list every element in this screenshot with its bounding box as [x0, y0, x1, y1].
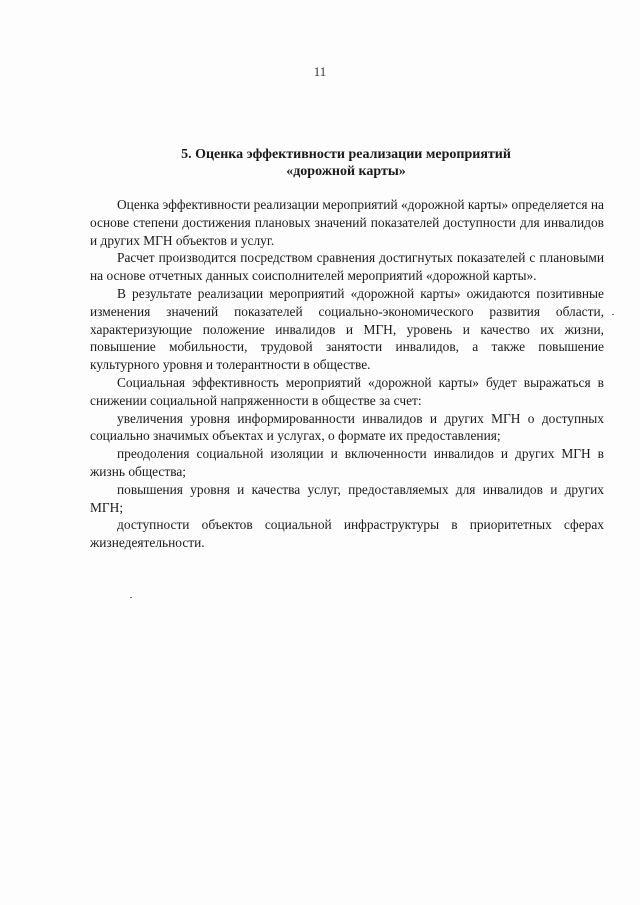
section-title-line-1: 5. Оценка эффективности реализации мероприятий — [181, 147, 511, 162]
paragraph-expected-results: В результате реализации мероприятий «дорожной карты» ожидаются позитивные изменения значений показателей социально-экономического развития области, характеризующие положение инвалидов и МГН, уровень и качество их жизни, повышение мобильности, трудовой занятости инвалидов, а также повышение культурного уровня и толерантности в обществе. — [90, 285, 604, 373]
section-title — [90, 146, 602, 180]
paragraph-social-efficiency: Социальная эффективность мероприятий «дорожной карты» будет выражаться в снижении социальной напряженности в обществе за счет: — [90, 374, 604, 408]
list-item-awareness: увеличения уровня информированности инвалидов и других МГН о доступных социально значимых объектах и услугах, о формате их предоставления; — [90, 410, 604, 444]
list-item-service-quality: повышения уровня и качества услуг, предоставляемых для инвалидов и других МГН; — [90, 481, 604, 515]
list-item-infrastructure: доступности объектов социальной инфраструктуры в приоритетных сферах жизнедеятельности. — [90, 517, 604, 551]
section-title-line-2: «дорожной карты» — [286, 164, 406, 179]
page-number: 11 — [313, 64, 327, 79]
paragraph-calculation: Расчет производится посредством сравнения достигнутых показателей с плановыми на основе отчетных данных соисполнителей мероприятий «дорожной карты». — [90, 250, 604, 284]
scan-speck — [130, 597, 132, 598]
body-text — [90, 196, 604, 552]
list-item-isolation: преодоления социальной изоляции и включенности инвалидов и других МГН в жизнь общества; — [90, 446, 604, 479]
scan-speck — [612, 314, 614, 315]
paragraph-evaluation: Оценка эффективности реализации мероприятий «дорожной карты» определяется на основе степени достижения плановых значений показателей доступности для инвалидов и других МГН объектов и услуг. — [90, 197, 604, 248]
